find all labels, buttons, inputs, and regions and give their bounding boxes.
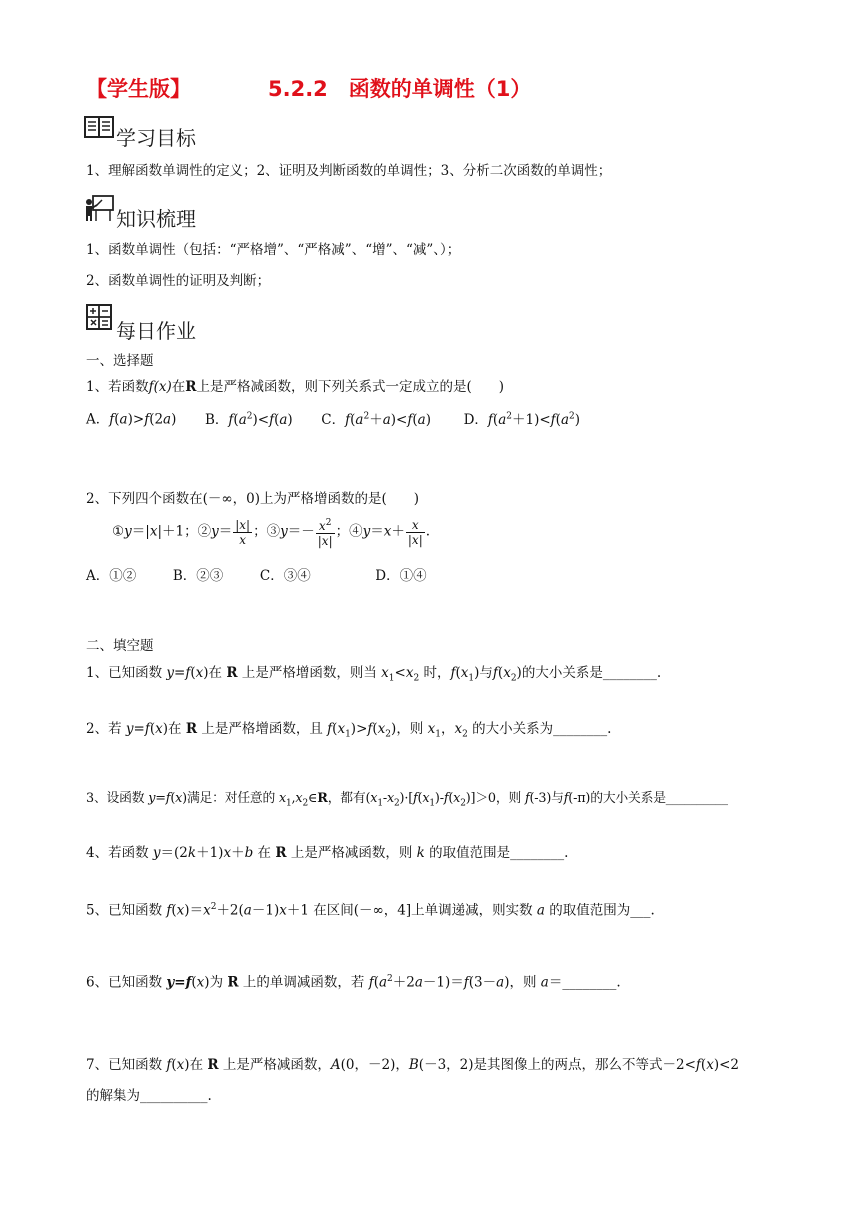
q2-options <box>86 567 427 585</box>
q1-option-c: C．$f(a^2+a)<f(a)$ <box>321 411 431 428</box>
fill-7-line2: 的解集为__________. <box>86 1088 212 1104</box>
calculator-icon <box>86 304 112 330</box>
knowledge-item-2: 2、函数单调性的证明及判断； <box>86 273 271 289</box>
q2-stem: 2、下列四个函数在(－∞，0)上为严格增函数的是( ) <box>86 491 419 507</box>
fill-3: 3、设函数 y=f(x)满足：对任意的 $x_1,x_2\in R$，都有$(x_1-x_2)\cdot[f(x_1)-f(x_2)]>0$，则 f(-3)与f(-π)的大小关系是__________ <box>86 791 728 809</box>
goals-heading: 学习目标 <box>116 126 196 150</box>
q2-option-a: A．①② <box>86 568 137 584</box>
book-icon <box>84 116 114 138</box>
knowledge-heading: 知识梳理 <box>116 207 196 231</box>
teacher-board-icon <box>84 194 114 222</box>
q1-option-b: B．$f(a^2)<f(a)$ <box>204 411 293 428</box>
q2-option-d: D．①④ <box>375 568 427 584</box>
fill-4: 4、若函数 y＝(2k＋1)x＋b 在 R 上是严格减函数，则 k 的取值范围是________. <box>86 845 569 861</box>
q1-option-d: D．$f(a^2+1)<f(a^2)$ <box>463 411 581 428</box>
q1-stem: 1、若函数f(x)在R上是严格减函数，则下列关系式一定成立的是( ) <box>86 379 505 395</box>
fill-6: 6、已知函数 y=f(x)为 R 上的单调减函数，若 $f(a^2+2a-1)=f(3-a)$，则 a＝________. <box>86 974 621 991</box>
fill-7: 7、已知函数 f(x)在 R 上是严格减函数，A(0，－2)，B(－3，2)是其图像上的两点，那么不等式－2<f(x)<2 <box>86 1057 740 1073</box>
goals-text: 1、理解函数单调性的定义；2、证明及判断函数的单调性；3、分析二次函数的单调性； <box>86 163 612 179</box>
homework-heading: 每日作业 <box>116 319 196 343</box>
knowledge-item-1: 1、函数单调性（包括：“严格增”、“严格减”、“增”、“减”、）； <box>86 242 461 258</box>
page-title: 5.2.2 函数的单调性（1） <box>268 77 532 101</box>
q1-options <box>86 407 580 429</box>
fill-1: 1、已知函数 y=f(x)在 R 上是严格增函数，则当 $x_1<x_2$ 时，$f(x_1)$与$f(x_2)$的大小关系是________. <box>86 665 662 684</box>
q1-option-a: A．f(a)>f(2a) <box>86 411 177 428</box>
q2-functions: ①y＝|x|＋1；②y＝ $\frac{|x|}{x}$ ；③y＝－ $\frac{x^2}{|x|}$ ；④y＝x＋ $\frac{x}{|x|}$ . <box>112 517 431 548</box>
q2-option-b: B．②③ <box>172 568 224 584</box>
fill-5: 5、已知函数 $f(x)=x^2+2(a-1)x+1$ 在区间(－∞，4]上单调递减，则实数 a 的取值范围为___. <box>86 902 655 919</box>
part1-title: 一、选择题 <box>86 353 154 369</box>
part2-title: 二、填空题 <box>86 638 154 654</box>
q2-option-c: C．③④ <box>259 568 311 584</box>
fill-2: 2、若 y=f(x)在 R 上是严格增函数，且 $f(x_1)>f(x_2)$，则 $x_1$，$x_2$ 的大小关系为________. <box>86 721 612 740</box>
edition-tag: 【学生版】 <box>86 77 191 101</box>
